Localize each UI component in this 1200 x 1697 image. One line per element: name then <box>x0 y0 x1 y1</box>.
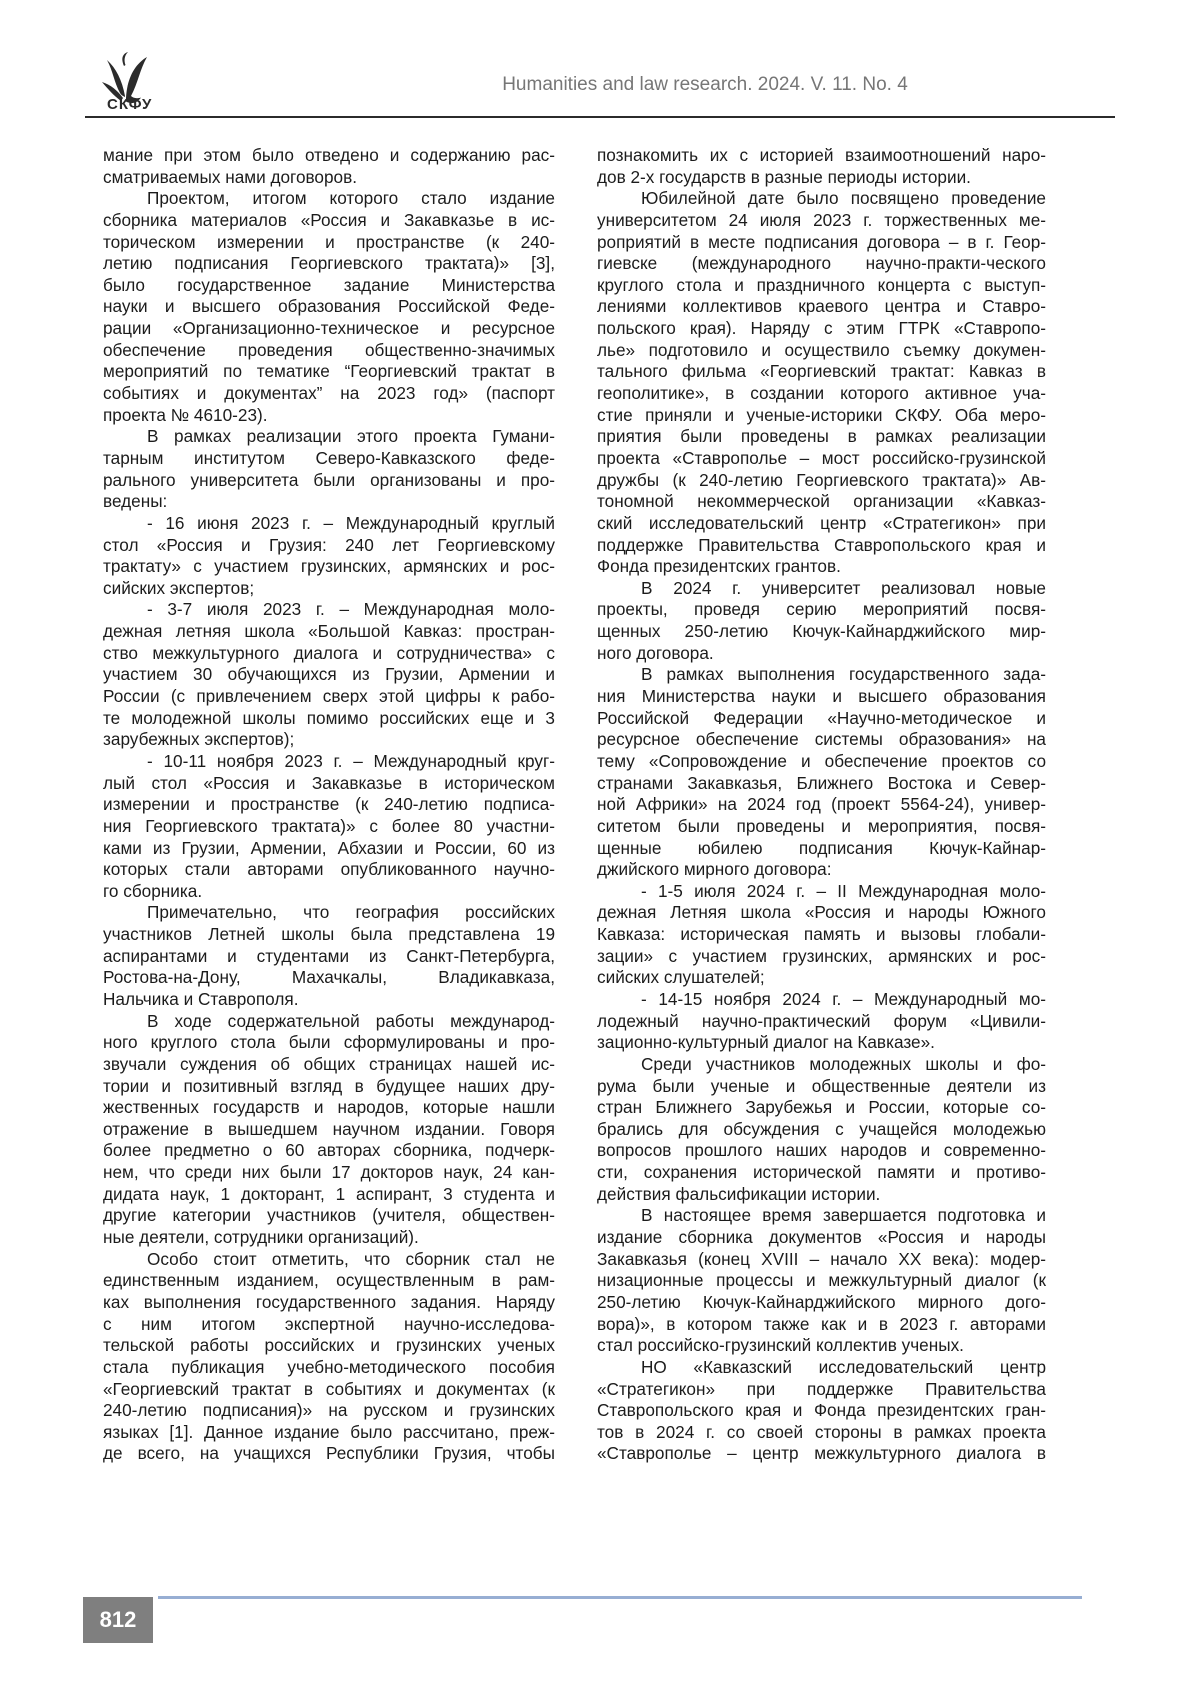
text-line: ной Африки» на 2024 год (проект 5564-24), универ- <box>597 794 1046 815</box>
text-line: де всего, на учащихся Республики Грузия, чтобы <box>103 1443 555 1464</box>
text-line: В рамках реализации этого проекта Гумани- <box>147 426 555 447</box>
text-line: с ним итогом экспертной научно-исследова- <box>103 1313 555 1334</box>
text-line: круглого стола и праздничного концерта с выступ- <box>597 274 1046 295</box>
text-line: дежная Летняя школа «Россия и народы Южного <box>597 902 1046 923</box>
text-line: «Стратегикон» при поддержке Правительства <box>597 1378 1046 1399</box>
text-line: рации «Организационно-техническое и ресурсное <box>103 318 555 339</box>
text-line: стран Ближнего Зарубежья и России, которые со- <box>597 1097 1046 1118</box>
text-line: ками из Грузии, Армении, Абхазии и России, 60 из <box>103 837 555 858</box>
text-line: - 16 июня 2023 г. – Международный круглый <box>147 512 555 533</box>
text-line: сборника материалов «Россия и Закавказье в ис- <box>103 209 555 230</box>
journal-header <box>85 0 1115 118</box>
text-line: единственным изданием, осуществленным в рам- <box>103 1270 555 1291</box>
text-line: обеспечение проведения общественно-значимых <box>103 339 555 360</box>
text-line: ство межкультурного диалога и сотрудничества» с <box>103 642 555 663</box>
text-line: Нальчика и Ставрополя. <box>103 988 299 1009</box>
text-line: Примечательно, что география российских <box>147 902 555 923</box>
text-line: брались для обсуждения с учащейся молодежью <box>597 1118 1046 1139</box>
text-line: проекта «Ставрополье – мост российско-грузинской <box>597 447 1046 468</box>
text-line: стол «Россия и Грузия: 240 лет Георгиевскому <box>103 534 555 555</box>
text-line: Фонда президентских грантов. <box>597 556 841 577</box>
text-line: мание при этом было отведено и содержанию рас- <box>103 145 555 165</box>
text-line: университетом 24 июля 2023 г. торжественных ме- <box>597 209 1046 230</box>
text-line: сийских экспертов; <box>103 577 255 598</box>
text-line: познакомить их с историей взаимоотношений наро- <box>597 145 1046 165</box>
text-line: ведены: <box>103 491 168 512</box>
text-line: «Ставрополье – центр межкультурного диалога в <box>597 1443 1046 1464</box>
text-line: рума были ученые и общественные деятели из <box>597 1075 1046 1096</box>
text-line: го сборника. <box>103 880 203 901</box>
text-line: дежная летняя школа «Большой Кавказ: простран- <box>103 621 555 642</box>
text-line: лый стол «Россия и Закавказье в историческом <box>103 772 555 793</box>
university-logo <box>93 52 171 113</box>
text-line: стие приняли и ученые-историки СКФУ. Оба меро- <box>597 404 1046 425</box>
text-line: участием 30 обучающихся из Грузии, Армении и <box>103 664 555 685</box>
text-line: Проектом, итогом которого стало издание <box>147 188 555 209</box>
text-line: Особо стоит отметить, что сборник стал не <box>147 1248 555 1269</box>
text-line: ного договора. <box>597 642 714 663</box>
text-line: 250-летию Кючук-Кайнарджийского мирного дого- <box>597 1291 1046 1312</box>
text-line: участников Летней школы была представлена 19 <box>103 924 555 945</box>
text-line: другие категории участников (учителя, обществен- <box>103 1205 555 1226</box>
text-line: 240-летию подписания)» на русском и грузинских <box>103 1400 555 1421</box>
text-line: Ростова-на-Дону, Махачкалы, Владикавказа, <box>103 967 555 988</box>
text-line: - 3-7 июля 2023 г. – Международная моло- <box>147 599 555 620</box>
text-line: было государственное задание Министерства <box>103 274 555 295</box>
text-line: мероприятий по тематике “Георгиевский трактат в <box>103 361 555 382</box>
text-line: вопросов прошлого наших народов и современно- <box>597 1140 1046 1161</box>
text-line: сматриваемых нами договоров. <box>103 166 358 187</box>
text-line: ресурсное обеспечение системы образования» на <box>597 729 1046 750</box>
text-line: нем, что среди них были 17 докторов наук, 24 кан- <box>103 1162 555 1183</box>
text-line: В 2024 г. университет реализовал новые <box>641 577 1046 598</box>
text-line: аспирантами и студентами из Санкт-Петербурга, <box>103 945 555 966</box>
text-line: тории и позитивный взгляд в будущее наших дру- <box>103 1075 555 1096</box>
text-line: ного круглого стола были сформулированы и про- <box>103 1032 555 1053</box>
text-line: Ставропольского края и Фонда президентских гран- <box>597 1400 1046 1421</box>
running-head-title: Humanities and law research. 2024. V. 11. No. 4 <box>502 74 908 95</box>
text-line: Закавказья (конец XVIII – начало XX века): модер- <box>597 1248 1046 1269</box>
text-line: те молодежной школы помимо российских еще и 3 <box>103 707 555 728</box>
text-line: России (с привлечением сверх этой цифры к рабо- <box>103 686 555 707</box>
text-line: джийского мирного договора: <box>597 859 832 880</box>
text-line: приятия были проведены в рамках реализации <box>597 426 1046 447</box>
text-line: странами Закавказья, Ближнего Востока и Север- <box>597 772 1046 793</box>
text-line: - 14-15 ноября 2024 г. – Международный мо- <box>641 988 1046 1009</box>
text-line: языках [1]. Данное издание было рассчитано, преж- <box>103 1421 555 1442</box>
text-line: зации» с участием грузинских, армянских и рос- <box>597 945 1046 966</box>
text-line: Кавказа: историческая память и вызовы глобали- <box>597 924 1046 945</box>
text-line: ский исследовательский центр «Стратегикон» при <box>597 512 1046 533</box>
text-line: дов 2-х государств в разные периоды истории. <box>597 166 971 187</box>
text-line: рального университета были организованы и про- <box>103 469 555 490</box>
text-line: торическом измерении и пространстве (к 240- <box>103 231 555 252</box>
text-line: НО «Кавказский исследовательский центр <box>641 1356 1046 1377</box>
text-line: - 10-11 ноября 2023 г. – Международный круг- <box>147 750 555 771</box>
text-line: трактату» с участием грузинских, армянских и рос- <box>103 556 555 577</box>
university-logo-label: СКФУ <box>107 96 153 113</box>
text-line: стала публикация учебно-методического пособия <box>103 1356 555 1377</box>
text-line: более предметно о 60 авторах сборника, подчерк- <box>103 1140 555 1161</box>
text-line: ния Георгиевского трактата)» с более 80 участни- <box>103 815 555 836</box>
right-column <box>597 145 1046 1465</box>
text-line: звучали суждения об общих страницах нашей ис- <box>103 1053 555 1074</box>
page-number: 812 <box>99 1607 137 1632</box>
text-line: жественных государств и народов, которые нашли <box>103 1097 555 1118</box>
text-line: поддержке Правительства Ставропольского края и <box>597 534 1046 555</box>
page-number-badge <box>83 1597 153 1643</box>
text-line: польского края). Наряду с этим ГТРК «Ставропо- <box>597 318 1046 339</box>
text-line: событиях и документах” на 2023 год» (паспорт <box>103 383 555 404</box>
text-line: которых стали авторами опубликованного научно- <box>103 859 555 880</box>
text-line: ках выполнения государственного задания. Наряду <box>103 1291 555 1312</box>
text-line: проекта № 4610-23). <box>103 404 268 425</box>
text-line: тов в 2024 г. со своей стороны в рамках проекта <box>597 1421 1046 1442</box>
text-line: проекты, проведя серию мероприятий посвя- <box>597 599 1046 620</box>
text-line: зарубежных экспертов); <box>103 729 295 750</box>
left-column <box>103 145 555 1465</box>
text-line: Российской Федерации «Научно-методическое и <box>597 707 1046 728</box>
text-line: стал российско-грузинский коллектив ученых. <box>597 1335 964 1356</box>
text-line: низационные процессы и межкультурный диалог (к <box>597 1270 1046 1291</box>
text-line: дидата наук, 1 докторант, 1 аспирант, 3 студента и <box>103 1183 555 1204</box>
text-line: лениями коллективов краевого центра и Ставро- <box>597 296 1046 317</box>
text-line: зационно-культурный диалог на Кавказе». <box>597 1032 935 1053</box>
text-line: действия фальсификации истории. <box>597 1183 881 1204</box>
text-line: геополитике», в создании которого активное уча- <box>597 383 1046 404</box>
text-line: тономной некоммерческой организации «Кавказ- <box>597 491 1046 512</box>
text-line: щенные юбилею подписания Кючук-Кайнар- <box>597 837 1046 858</box>
text-line: сийских слушателей; <box>597 967 765 988</box>
text-line: тарным институтом Северо-Кавказского феде- <box>103 447 555 468</box>
text-line: лодежный научно-практический форум «Цивили- <box>597 1010 1046 1031</box>
text-line: ния Министерства науки и высшего образования <box>597 686 1046 707</box>
text-line: тального фильма «Георгиевский трактат: Кавказ в <box>597 361 1046 382</box>
text-line: «Георгиевский трактат в событиях и документах (к <box>103 1378 555 1399</box>
text-line: вора)», в котором также как и в 2023 г. авторами <box>597 1313 1046 1334</box>
footer-rule <box>158 1596 1082 1599</box>
text-line: щенных 250-летию Кючук-Кайнарджийского мир- <box>597 621 1046 642</box>
text-line: отражение в вышедшем научном издании. Говоря <box>103 1118 555 1139</box>
text-line: ные деятели, сотрудники организаций). <box>103 1227 419 1248</box>
text-line: дружбы (к 240-летию Георгиевского трактата)» Ав- <box>597 469 1046 490</box>
text-line: лье» подготовило и осуществило съемку докумен- <box>597 339 1046 360</box>
text-line: тельской работы российских и грузинских ученых <box>103 1335 555 1356</box>
text-line: Юбилейной дате было посвящено проведение <box>641 188 1046 209</box>
text-line: сти, сохранения исторической памяти и противо- <box>597 1162 1046 1183</box>
text-line: измерении и пространстве (к 240-летию подписа- <box>103 794 555 815</box>
text-line: роприятий в месте подписания договора – в г. Геор- <box>597 231 1046 252</box>
header-rule <box>85 116 1115 118</box>
text-line: В настоящее время завершается подготовка и <box>641 1205 1046 1226</box>
text-line: ситетом были проведены и мероприятия, посвя- <box>597 815 1046 836</box>
text-line: гиевске (международного научно-практи-ческого <box>597 253 1046 274</box>
text-line: летию подписания Георгиевского трактата)» [3], <box>103 253 555 274</box>
text-line: Среди участников молодежных школы и фо- <box>641 1053 1046 1074</box>
text-line: науки и высшего образования Российской Феде- <box>103 296 555 317</box>
text-line: В рамках выполнения государственного зада- <box>641 664 1046 685</box>
text-line: - 1-5 июля 2024 г. – II Международная моло- <box>641 880 1046 901</box>
text-line: издание сборника документов «Россия и народы <box>597 1227 1046 1248</box>
text-line: В ходе содержательной работы международ- <box>147 1010 555 1031</box>
text-line: тему «Сопровождение и обеспечение проектов со <box>597 750 1046 771</box>
